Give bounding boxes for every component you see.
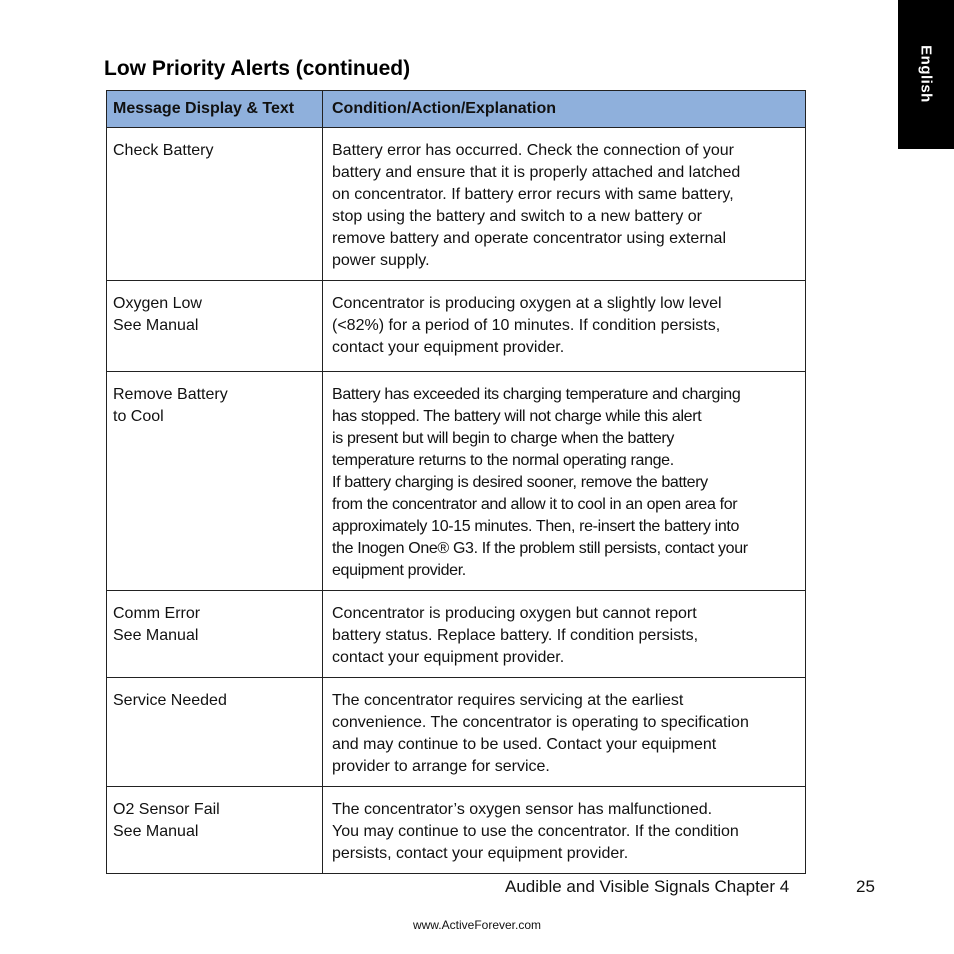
alerts-table [106,90,806,874]
message-line: See Manual [113,627,199,644]
message-line: See Manual [113,823,199,840]
table-row [107,678,806,787]
message-cell [107,591,323,678]
message-line: See Manual [113,317,199,334]
column-header-condition: Condition/Action/Explanation [323,91,806,128]
condition-line: convenience. The concentrator is operating to specification [332,714,749,731]
condition-line: has stopped. The battery will not charge while this alert [332,408,702,425]
site-url: www.ActiveForever.com [412,918,542,932]
condition-line: is present but will begin to charge when the battery [332,430,675,447]
message-cell [107,281,323,372]
condition-line: approximately 10-15 minutes. Then, re-insert the battery into [332,518,740,535]
message-line: Check Battery [113,142,214,159]
table-row [107,128,806,281]
message-line: Service Needed [113,692,227,709]
table-row [107,787,806,874]
column-header-message: Message Display & Text [107,91,323,128]
message-cell [107,128,323,281]
table-row [107,281,806,372]
condition-line: remove battery and operate concentrator using external [332,230,727,247]
condition-line: power supply. [332,252,430,269]
condition-cell [323,591,806,678]
condition-line: The concentrator requires servicing at the earliest [332,692,684,709]
condition-line: equipment provider. [332,562,466,579]
condition-line: on concentrator. If battery error recurs with same battery, [332,186,734,203]
condition-line: Concentrator is producing oxygen but cannot report [332,605,697,622]
message-line: Remove Battery [113,386,228,403]
condition-line: Battery has exceeded its charging temperature and charging [332,386,741,403]
message-line: Comm Error [113,605,201,622]
page-title: Low Priority Alerts (continued) [104,57,411,80]
condition-line: contact your equipment provider. [332,339,565,356]
condition-line: persists, contact your equipment provider. [332,845,629,862]
condition-line: temperature returns to the normal operating range. [332,452,674,469]
message-line: to Cool [113,408,164,425]
condition-line: Concentrator is producing oxygen at a slightly low level [332,295,722,312]
condition-line: battery status. Replace battery. If condition persists, [332,627,699,644]
table-row [107,372,806,591]
condition-cell [323,372,806,591]
condition-cell [323,281,806,372]
condition-line: stop using the battery and switch to a new battery or [332,208,702,225]
condition-line: from the concentrator and allow it to cool in an open area for [332,496,738,513]
condition-line: The concentrator’s oxygen sensor has malfunctioned. [332,801,713,818]
condition-line: contact your equipment provider. [332,649,565,666]
message-cell [107,678,323,787]
condition-cell [323,787,806,874]
condition-line: You may continue to use the concentrator. If the condition [332,823,739,840]
table-row [107,591,806,678]
condition-cell [323,128,806,281]
condition-line: (<82%) for a period of 10 minutes. If condition persists, [332,317,721,334]
message-cell [107,787,323,874]
table-header-row [107,91,806,128]
page-number: 25 [856,877,875,896]
condition-line: Battery error has occurred. Check the connection of your [332,142,734,159]
condition-line: If battery charging is desired sooner, remove the battery [332,474,708,491]
condition-line: and may continue to be used. Contact your equipment [332,736,717,753]
footer-chapter-label: Audible and Visible Signals Chapter 4 [505,877,790,896]
language-tab [898,0,954,149]
condition-cell [323,678,806,787]
condition-line: battery and ensure that it is properly attached and latched [332,164,741,181]
message-cell [107,372,323,591]
message-line: Oxygen Low [113,295,202,312]
language-tab-label: English [917,45,935,103]
condition-line: the Inogen One® G3. If the problem still persists, contact your [332,540,748,557]
message-line: O2 Sensor Fail [113,801,220,818]
condition-line: provider to arrange for service. [332,758,550,775]
